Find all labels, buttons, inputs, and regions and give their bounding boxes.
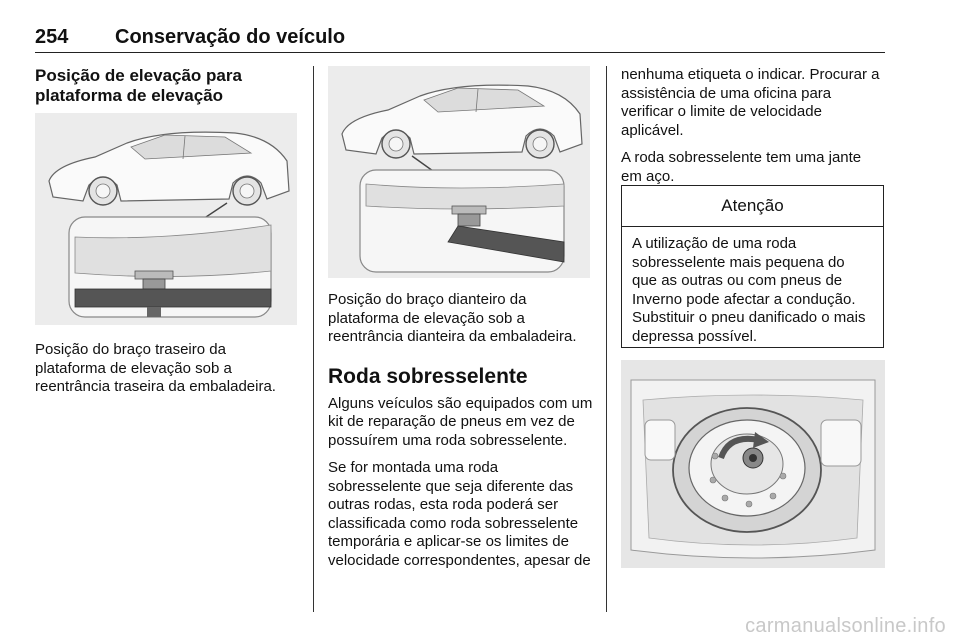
column-divider-1 xyxy=(313,66,314,612)
warning-notice xyxy=(621,185,884,348)
car-rear-lift-arm-illustration xyxy=(35,113,297,325)
figure-caption: Posição do braço traseiro da plataforma de elevação sob a reentrância traseira da embaladeira. xyxy=(35,341,276,395)
column-divider-2 xyxy=(606,66,607,612)
figure-caption: Posição do braço dianteiro da plataforma de elevação sob a reentrância dianteira da embaladeira. xyxy=(328,291,577,345)
paragraph: Alguns veículos são equipados com um kit de reparação de pneus em vez de possuírem uma roda sobresselente. xyxy=(328,394,593,449)
car-front-lift-arm-illustration xyxy=(328,66,590,278)
column-2 xyxy=(328,291,593,579)
section-heading: Roda sobresselente xyxy=(328,364,528,388)
car-front-lift-arm-drawing xyxy=(328,66,590,278)
notice-body: A utilização de uma roda sobresselente mais pequena do que as outras ou com pneus de Inverno pode afectar a condução. Substituir o pneu danificado o mais depressa possível. xyxy=(632,235,866,345)
page-header xyxy=(35,22,885,53)
column-1-caption xyxy=(35,341,300,406)
paragraph: Se for montada uma roda sobresselente que seja diferente das outras rodas, esta roda poderá ser classificada como roda sobresselente temporária e aplicar-se os limites de velocidade correspondentes, apesar de xyxy=(328,459,591,569)
spare-wheel-drawing xyxy=(621,360,885,568)
spare-wheel-in-trunk-illustration xyxy=(621,360,885,568)
paragraph: A roda sobresselente tem uma jante em aço. xyxy=(621,149,862,185)
section-title: Posição de elevação para plataforma de elevação xyxy=(35,66,242,105)
page-title: Conservação do veículo xyxy=(115,26,346,48)
paragraph: nenhuma etiqueta o indicar. Procurar a assistência de uma oficina para verificar o limite de velocidade aplicável. xyxy=(621,66,880,139)
car-rear-lift-arm-drawing xyxy=(35,113,297,325)
watermark: carmanualsonline.info xyxy=(745,615,946,637)
column-3 xyxy=(621,66,886,195)
column-1 xyxy=(35,66,300,106)
page-number: 254 xyxy=(35,26,69,48)
notice-title: Atenção xyxy=(622,186,883,227)
